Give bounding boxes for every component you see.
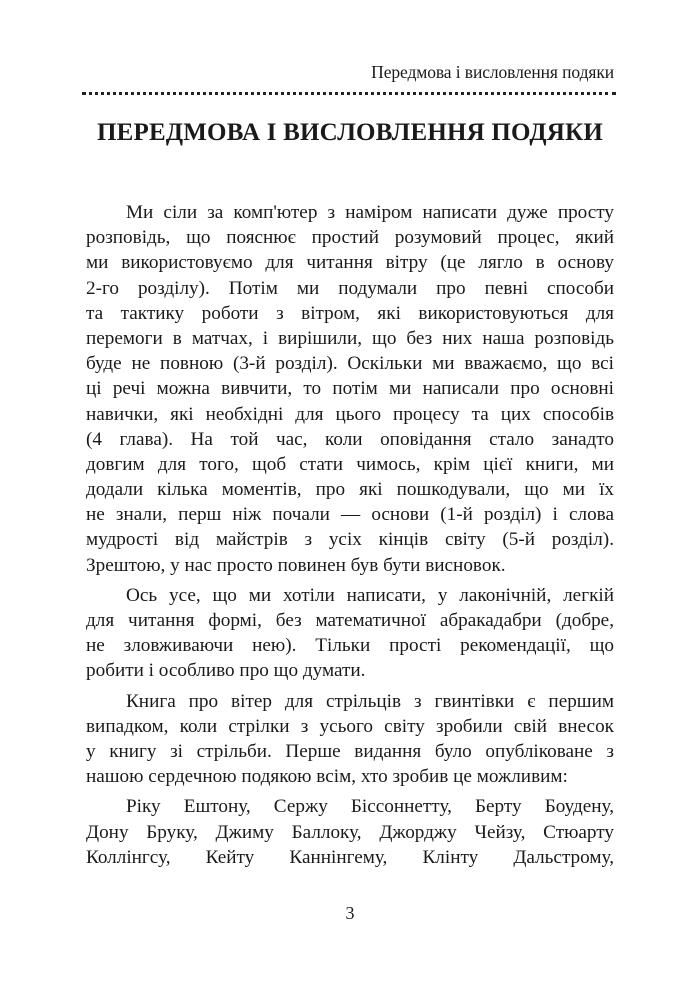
paragraph <box>86 200 614 578</box>
text-line: розповідь, що пояснює простий розумовий процес, який <box>86 227 614 249</box>
paragraph <box>86 689 614 790</box>
page-title: ПЕРЕДМОВА І ВИСЛОВЛЕННЯ ПОДЯКИ <box>96 119 603 146</box>
text-line: перемоги в матчах, і вирішили, що без них наша розповідь <box>86 327 614 349</box>
page-number: 3 <box>345 903 355 923</box>
text-line: не зловживаючи нею). Тільки прості рекомендації, що <box>86 635 614 657</box>
text-line: Коллінгсу, Кейту Каннінгему, Клінту Дальстрому, <box>86 846 614 868</box>
text-line: робити і особливо про що думати. <box>86 660 366 682</box>
running-head: Передмова і висловлення подяки <box>371 62 614 82</box>
text-line: нашою сердечною подякою всім, хто зробив це можливим: <box>86 766 568 788</box>
paragraph <box>86 794 614 870</box>
text-line: довгим для того, щоб стати чимось, крім цієї книги, ми <box>86 453 614 475</box>
paragraph <box>86 583 614 684</box>
text-line: Ми сіли за комп'ютер з наміром написати дуже просту <box>126 202 614 223</box>
text-line: 2-го розділу). Потім ми подумали про певні способи <box>86 277 614 299</box>
text-line: Зрештою, у нас просто повинен був бути висновок. <box>86 554 506 576</box>
text-line: у книгу зі стрільби. Перше видання було опубліковане з <box>86 740 614 762</box>
text-line: буде не повною (3-й розділ). Оскільки ми вважаємо, що всі <box>86 353 614 375</box>
text-line: не знали, перш ніж почали — основи (1-й розділ) і слова <box>86 504 614 526</box>
text-line: навички, які необхідні для цього процесу та цих способів <box>86 403 614 425</box>
text-line: ми використовуємо для читання вітру (це лягло в основу <box>86 252 614 274</box>
body-text <box>86 200 614 875</box>
text-line: Дону Бруку, Джиму Баллоку, Джорджу Чейзу, Стюарту <box>86 821 614 843</box>
text-line: та тактику роботи з вітром, які використовуються для <box>86 302 614 324</box>
text-line: Книга про вітер для стрільців з гвинтівки є першим <box>126 690 614 712</box>
text-line: випадком, коли стрілки з усього світу зробили свій внесок <box>86 715 614 737</box>
text-line: ці речі можна вивчити, то потім ми написали про основні <box>86 378 614 400</box>
text-line: Ріку Ештону, Сержу Біссоннетту, Берту Боудену, <box>126 796 614 818</box>
text-line: додали кілька моментів, про які пошкодували, що ми їх <box>86 479 614 501</box>
text-line: мудрості від майстрів з усіх кінців світу (5-й розділ). <box>86 529 614 551</box>
dotted-divider <box>82 92 616 95</box>
text-line: для читання формі, без математичної абракадабри (добре, <box>86 610 614 631</box>
text-line: Ось усе, що ми хотіли написати, у лаконічній, легкій <box>126 584 614 606</box>
text-line: (4 глава). На той час, коли оповідання стало занадто <box>86 428 614 450</box>
